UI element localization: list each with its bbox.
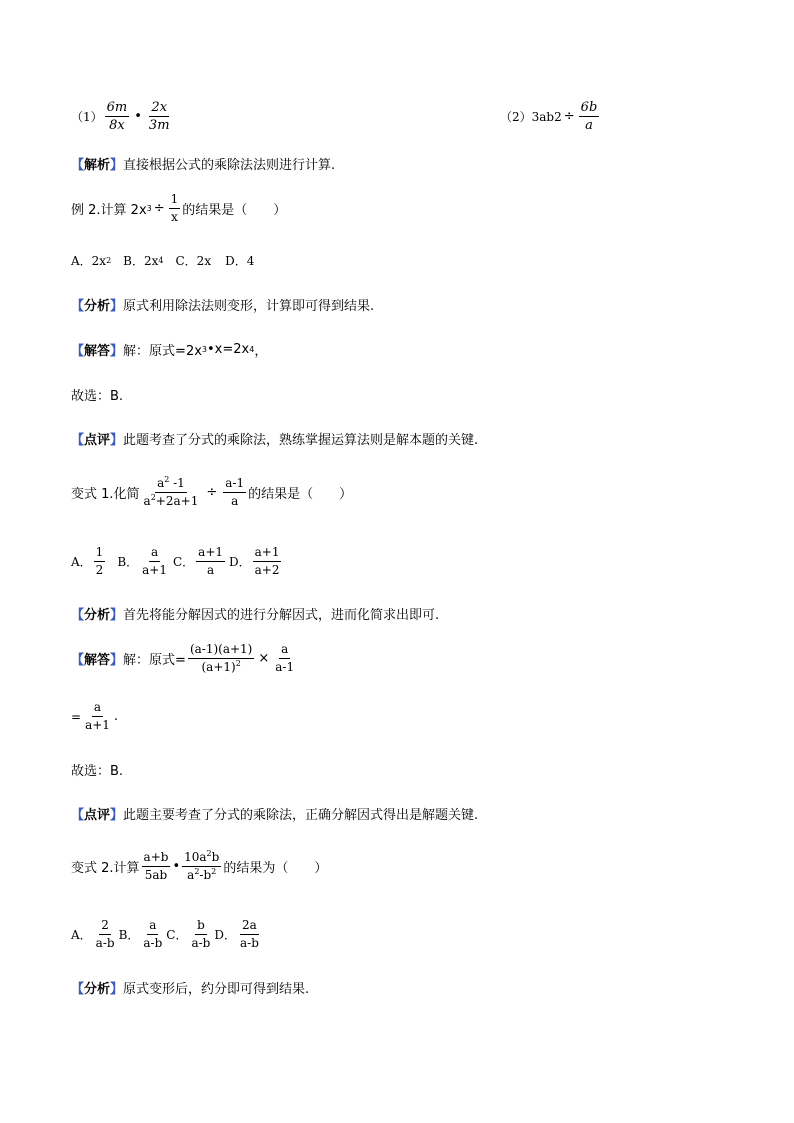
term: b <box>211 850 220 864</box>
fraction-numerator: 2 <box>99 918 111 935</box>
exponent: 2 <box>150 493 156 502</box>
variant-2-suffix: 的结果为（ ） <box>223 861 328 876</box>
fraction-denominator: a-b <box>95 936 115 950</box>
jiexi-line <box>71 154 335 173</box>
option-c-fraction <box>189 918 212 951</box>
option-c-label: C． <box>166 928 188 942</box>
example-2-answer <box>71 385 123 404</box>
dianping-text: 此题考查了分式的乘除法，熟练掌握运算法则是解本题的关键. <box>123 433 479 448</box>
term: a <box>157 476 165 490</box>
option-c-fraction <box>196 545 225 578</box>
option-d-fraction <box>238 918 261 951</box>
bracket-close: 】 <box>110 433 124 448</box>
bracket-close: 】 <box>110 808 124 823</box>
period: . <box>113 709 119 724</box>
fraction-numerator <box>155 476 187 493</box>
bracket-close: 】 <box>110 608 124 623</box>
bracket-open: 【 <box>71 158 85 173</box>
option-a-label: A． <box>71 928 92 942</box>
variant-2-fenxi <box>71 978 309 997</box>
bracket-open: 【 <box>71 808 85 823</box>
fraction-denominator: a+2 <box>254 563 280 577</box>
example-2-options: A．2x 2 B．2x 4 C．2x D．4 <box>71 254 255 268</box>
fraction-denominator: x <box>171 210 178 224</box>
fraction-denominator: 5ab <box>144 868 168 882</box>
problem-1-label: （1） <box>71 110 103 124</box>
fraction-numerator: a <box>149 545 160 562</box>
fraction-numerator: a+1 <box>196 545 225 562</box>
fraction-a-over-a-minus-1 <box>273 642 296 675</box>
fraction-denominator <box>200 659 243 675</box>
dianping-tag: 点评 <box>84 433 111 448</box>
option-c: C．2x <box>175 254 212 268</box>
fraction-numerator: a <box>279 642 290 659</box>
fraction-denominator: a <box>585 118 593 133</box>
bracket-open: 【 <box>71 299 85 314</box>
variant-1-result <box>71 700 118 733</box>
example-2-suffix: 的结果是（ ） <box>182 203 287 218</box>
option-a-fraction <box>94 918 117 951</box>
fraction-2x-3m <box>147 100 172 133</box>
term: -1 <box>169 476 185 490</box>
fraction-numerator: 6b <box>580 100 598 115</box>
fraction-denominator: 8x <box>109 118 125 133</box>
variant-2-question <box>71 850 327 883</box>
option-a-label: A． <box>71 555 92 569</box>
example-2-fenxi <box>71 295 374 314</box>
option-a-fraction <box>94 545 106 578</box>
divide-sign: ÷ <box>153 201 165 216</box>
option-d-fraction <box>253 545 282 578</box>
example-2-jieda: 【 解答 】 解：原式=2x 3 •x=2x 4 ， <box>71 342 268 359</box>
variant-1-fenxi <box>71 604 439 623</box>
fraction-6b-a <box>579 100 600 133</box>
fenxi-text: 原式利用除法法则变形，计算即可得到结果. <box>123 299 375 314</box>
fenxi-text: 原式变形后，约分即可得到结果. <box>123 982 310 997</box>
exponent: 2 <box>206 849 212 858</box>
fraction-denominator <box>142 493 201 509</box>
bracket-open: 【 <box>71 433 85 448</box>
bracket-open: 【 <box>71 344 85 359</box>
fraction-numerator: 1 <box>94 545 106 562</box>
problem-2-line: （2） 3ab 2 ÷ $\frac{6b}{a}$ <box>500 100 598 133</box>
fraction-denominator: 3m <box>148 118 170 133</box>
variant-2-options <box>71 918 263 951</box>
jieda-text-2: •x=2x <box>207 342 250 357</box>
fenxi-tag: 分析 <box>84 608 111 623</box>
problem-2-label: （2） <box>500 110 532 124</box>
variant-1-answer <box>71 760 123 779</box>
fraction-numerator: a-1 <box>223 476 246 493</box>
fraction-numerator: 1 <box>169 192 181 209</box>
fenxi-text: 首先将能分解因式的进行分解因式，进而化简求出即可. <box>123 608 440 623</box>
variant-1-prefix: 变式 1.化简 <box>71 487 140 502</box>
bracket-close: 】 <box>110 653 124 668</box>
fraction-denominator: a+1 <box>85 718 110 732</box>
fraction-numerator: a <box>92 700 103 717</box>
fraction-denominator: a-b <box>239 936 259 950</box>
divide-sign: ÷ <box>206 485 218 500</box>
term: +2a+1 <box>155 494 199 508</box>
fraction-numerator: (a-1)(a+1) <box>188 642 254 659</box>
jieda-text: 解：原式= <box>123 653 186 668</box>
bracket-close: 】 <box>110 344 124 359</box>
option-d-label: D． <box>229 555 251 569</box>
option-a: A．2x <box>71 254 107 268</box>
jiexi-text: 直接根据公式的乘除法法则进行计算. <box>123 158 336 173</box>
example-2-question: 例 2.计算 2x 3 ÷ $\frac{1}{x}$ 的结果是（ ） <box>71 192 287 224</box>
term: a <box>143 494 151 508</box>
problem-2-expr: 3ab <box>531 109 555 124</box>
option-b-fraction <box>140 545 169 578</box>
exponent: 2 <box>211 867 217 876</box>
fraction-denominator: a-1 <box>275 660 295 674</box>
answer-text: 故选：B. <box>71 764 124 779</box>
fraction-numerator: b <box>195 918 207 935</box>
exponent: 2 <box>194 867 200 876</box>
example-2-prefix: 例 2.计算 2x <box>71 203 147 218</box>
example-2-dianping <box>71 429 478 448</box>
fraction-numerator: 6m <box>106 100 128 115</box>
term: 10a <box>184 850 207 864</box>
bracket-open: 【 <box>71 608 85 623</box>
fraction-denominator: a-b <box>191 936 211 950</box>
exponent: 2 <box>235 659 241 668</box>
fraction-denominator: a <box>231 494 239 508</box>
term: (a+1) <box>201 660 236 674</box>
fraction-6m-8x <box>105 100 130 133</box>
variant-1-jieda <box>71 642 298 675</box>
bracket-close: 】 <box>110 158 124 173</box>
answer-text: 故选：B. <box>71 389 124 404</box>
fraction-1-x <box>169 192 181 225</box>
term: a <box>187 868 195 882</box>
fraction-denominator: 2 <box>95 563 104 577</box>
fraction-variant-1-second <box>223 476 246 509</box>
fraction-denominator <box>185 867 218 883</box>
option-b: B．2x <box>123 254 159 268</box>
jieda-tag: 解答 <box>84 344 111 359</box>
option-c-label: C． <box>172 555 195 569</box>
fraction-factored <box>188 642 254 675</box>
fenxi-tag: 分析 <box>84 982 111 997</box>
fraction-numerator <box>182 850 221 867</box>
fraction-a-plus-b-over-5ab <box>142 850 171 883</box>
result-fraction <box>83 700 112 733</box>
option-d-label: D． <box>214 928 236 942</box>
fraction-numerator: 2a <box>240 918 259 935</box>
bracket-close: 】 <box>110 299 124 314</box>
exponent: 2 <box>164 475 170 484</box>
times-sign: × <box>258 651 270 666</box>
bracket-open: 【 <box>71 653 85 668</box>
variant-2-prefix: 变式 2.计算 <box>71 861 140 876</box>
equals-sign: = <box>71 709 82 724</box>
fraction-denominator: a <box>207 563 215 577</box>
jieda-tag: 解答 <box>84 653 111 668</box>
option-d: D．4 <box>225 254 255 268</box>
jieda-text-1: 解：原式=2x <box>123 344 202 359</box>
option-b-fraction <box>141 918 164 951</box>
fraction-variant-1-first <box>142 476 201 509</box>
jiexi-tag: 解析 <box>84 158 111 173</box>
variant-1-dianping <box>71 804 478 823</box>
fraction-numerator: a+1 <box>253 545 282 562</box>
fraction-denominator: a+1 <box>142 563 167 577</box>
fraction-denominator: a-b <box>143 936 163 950</box>
term: -b <box>199 868 212 882</box>
dianping-text: 此题主要考查了分式的乘除法，正确分解因式得出是解题关键. <box>123 808 479 823</box>
bracket-open: 【 <box>71 982 85 997</box>
option-b-label: B． <box>118 928 140 942</box>
multiply-dot: • <box>134 109 142 124</box>
divide-sign: ÷ <box>563 109 575 124</box>
fraction-numerator: a+b <box>142 850 171 867</box>
fraction-numerator: 2x <box>151 100 168 115</box>
bracket-close: 】 <box>110 982 124 997</box>
dianping-tag: 点评 <box>84 808 111 823</box>
problem-1-line <box>71 100 174 133</box>
fenxi-tag: 分析 <box>84 299 111 314</box>
variant-1-question <box>71 476 352 509</box>
jieda-text-3: ， <box>254 344 268 359</box>
variant-1-options <box>71 545 283 578</box>
variant-1-suffix: 的结果是（ ） <box>248 487 353 502</box>
option-b-label: B． <box>117 555 139 569</box>
multiply-dot: • <box>172 859 181 874</box>
fraction-variant-2-second <box>182 850 221 883</box>
fraction-numerator: a <box>147 918 158 935</box>
